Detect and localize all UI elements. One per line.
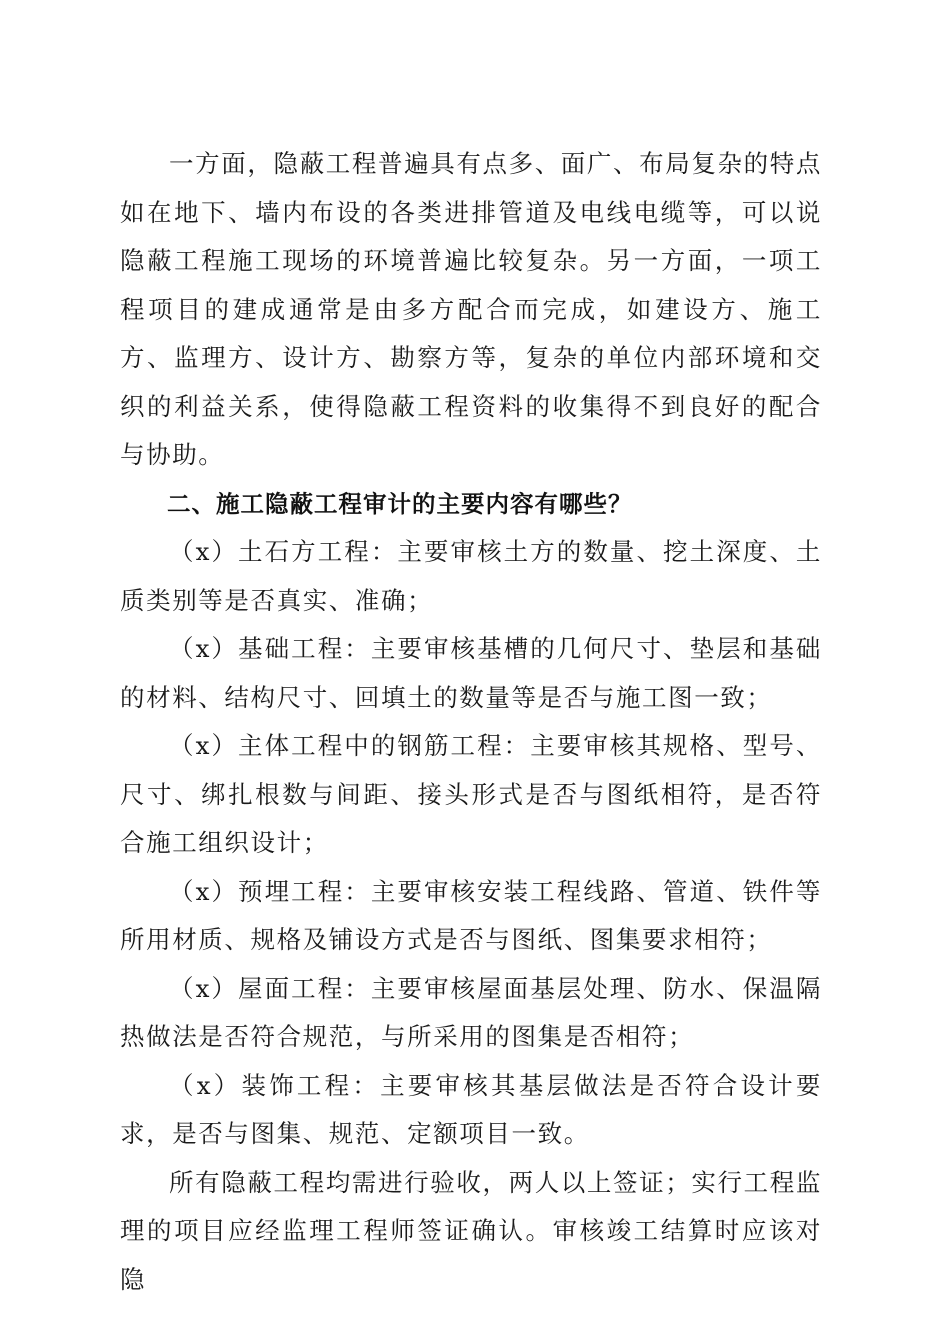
item-embedded: （x）预埋工程：主要审核安装工程线路、管道、铁件等所用材质、规格及铺设方式是否与图纸、图集要求相符； xyxy=(120,876,822,954)
section-heading: 二、施工隐蔽工程审计的主要内容有哪些？ xyxy=(167,489,633,518)
item-roofing: （x）屋面工程：主要审核屋面基层处理、防水、保温隔热做法是否符合规范，与所采用的图集是否相符； xyxy=(120,973,822,1051)
item-foundation: （x）基础工程：主要审核基槽的几何尺寸、垫层和基础的材料、结构尺寸、回填土的数量等是否与施工图一致； xyxy=(120,634,822,712)
closing-paragraph: 所有隐蔽工程均需进行验收，两人以上签证；实行工程监理的项目应经监理工程师签证确认。审核竣工结算时应该对隐 xyxy=(120,1167,822,1294)
document-body xyxy=(120,140,822,1304)
item-decoration: （x）装饰工程：主要审核其基层做法是否符合设计要求，是否与图集、规范、定额项目一致。 xyxy=(120,1070,822,1148)
item-rebar: （x）主体工程中的钢筋工程：主要审核其规格、型号、尺寸、绑扎根数与间距、接头形式是否与图纸相符，是否符合施工组织设计； xyxy=(120,731,822,857)
intro-paragraph: 一方面，隐蔽工程普遍具有点多、面广、布局复杂的特点如在地下、墙内布设的各类进排管道及电线电缆等，可以说隐蔽工程施工现场的环境普遍比较复杂。另一方面，一项工程项目的建成通常是由多方配合而完成，如建设方、施工方、监理方、设计方、勘察方等，复杂的单位内部环境和交织的利益关系，使得隐蔽工程资料的收集得不到良好的配合与协助。 xyxy=(120,149,822,469)
item-earthwork: （x）土石方工程：主要审核土方的数量、挖土深度、土质类别等是否真实、准确； xyxy=(120,537,822,615)
